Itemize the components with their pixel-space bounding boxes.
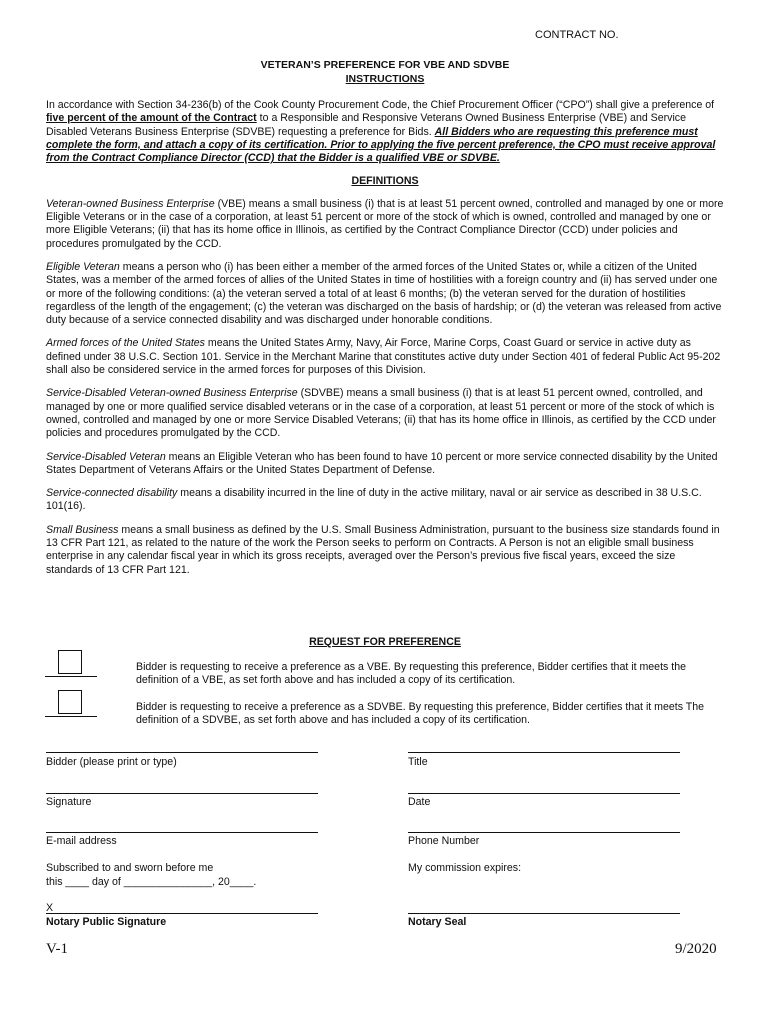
notary-signature-label: Notary Public Signature <box>46 916 167 928</box>
instructions-heading: INSTRUCTIONS <box>345 73 425 85</box>
commission-expires-label: My commission expires: <box>408 862 522 874</box>
vbe-checkbox-area <box>45 650 97 677</box>
title-field[interactable] <box>408 752 680 753</box>
definition-term: Small Business <box>46 523 119 536</box>
sdvbe-checkbox[interactable] <box>58 690 82 714</box>
definitions-heading: DEFINITIONS <box>351 175 419 188</box>
email-field[interactable] <box>46 832 318 833</box>
definition-term: Armed forces of the United States <box>46 337 205 350</box>
definition-text: (SDVBE) means a small business (i) that is at least 51 percent owned, controlled, and managed by one or more qualified service disabled veterans or in the case of a corporation, at least 51 percent or more of the stock of which is owned, controlled and managed by one or more Service Disabled Veterans; (ii) that has its home office in Illinois, as certified by the CCD under policies and procedures promulgated by the CCD. <box>46 387 716 440</box>
intro-emphasis: All Bidders who are requesting this preference must complete the form, and attach a copy of its certification. Prior to applying the five percent preference, the CPO must receive approval from the Contract Compliance Director (CCD) that the Bidder is a qualified VBE or SDVBE. <box>46 125 716 165</box>
phone-field[interactable] <box>408 832 680 833</box>
definition-eligible-veteran <box>46 261 724 327</box>
notary-signature-field[interactable] <box>46 913 318 914</box>
page-number: V-1 <box>46 941 68 957</box>
definition-text: means a disability incurred in the line of duty in the active military, naval or air service as described in 38 U.S.C. 101(16). <box>46 487 702 513</box>
document-title: VETERAN’S PREFERENCE FOR VBE AND SDVBE <box>260 59 510 71</box>
bidder-name-label: Bidder (please print or type) <box>46 756 177 768</box>
intro-text-cont: to a Responsible and Responsive Veterans Owned Business Enterprise (VBE) and Service Disabled Veterans Business Enterprise (SDVBE) requesting a preference for Bids. <box>46 112 686 138</box>
vbe-request-text: Bidder is requesting to receive a preference as a VBE. By requesting this preference, Bidder certifies that it meets the definition of a VBE, as set forth above and has included a copy of its certification. <box>136 661 686 687</box>
notary-x-mark: X <box>46 902 54 914</box>
vbe-checkbox[interactable] <box>58 650 82 674</box>
title-label: Title <box>408 756 428 768</box>
definition-term: Service-connected disability <box>46 487 178 500</box>
definition-term: Service-Disabled Veteran <box>46 450 166 463</box>
revision-date: 9/2020 <box>675 941 717 957</box>
sdvbe-checkbox-area <box>45 690 97 717</box>
definition-term: Eligible Veteran <box>46 260 120 273</box>
phone-label: Phone Number <box>408 835 480 847</box>
definition-small-business <box>46 524 724 577</box>
sworn-statement-line1: Subscribed to and sworn before me <box>46 862 214 874</box>
document-body <box>46 99 724 587</box>
sdvbe-request-text: Bidder is requesting to receive a preference as a SDVBE. By requesting this preference, Bidder certifies that it meets The definition of a SDVBE, as set forth above and has included a copy of its certification. <box>136 701 705 727</box>
request-for-preference-heading: REQUEST FOR PREFERENCE <box>309 636 461 648</box>
definition-service-disabled-veteran <box>46 451 724 478</box>
definition-term: Veteran-owned Business Enterprise <box>46 197 215 210</box>
definition-term: Service-Disabled Veteran-owned Business Enterprise <box>46 387 298 400</box>
definition-text: means an Eligible Veteran who has been found to have 10 percent or more service connected disability by the United States Department of Veterans Affairs or the United States Department of Defense. <box>46 450 718 476</box>
definition-text: means a person who (i) has been either a member of the armed forces of the United States or, while a citizen of the United States, was a member of the armed forces of allies of the United States in time of hostilities with a foreign country and (ii) has served under one or more of the following conditions: (a) the veteran served a total of at least 6 months; (b) the veteran served for the duration of hostilities regardless of the length of the engagement; (c) the veteran was discharged on the basis of hardship; or (d) the veteran was released from active duty because of a service connected disability and was discharged under honorable conditions. <box>46 260 722 327</box>
notary-seal-label: Notary Seal <box>408 916 467 928</box>
signature-label: Signature <box>46 796 92 808</box>
document-title-block <box>0 58 770 86</box>
definition-vbe <box>46 198 724 251</box>
definition-text: (VBE) means a small business (i) that is at least 51 percent owned, controlled and managed by one or more Eligible Veterans or in the case of a corporation, at least 51 percent or more of the stock of which is owned, controlled and managed by one or more Eligible Veterans; (ii) that has its home office in Illinois, as certified by the Contract Compliance Director (CCD) under policies and procedures promulgated by the CCD. <box>46 197 724 250</box>
definition-text: means the United States Army, Navy, Air Force, Marine Corps, Coast Guard or service in active duty as defined under 38 U.S.C. Section 101. Service in the Merchant Marine that constitutes active duty under Section 401 of federal Public Act 95-202 shall also be considered service in the armed forces for purposes of this Division. <box>46 337 721 377</box>
definition-sdvbe <box>46 387 724 440</box>
notary-seal-field[interactable] <box>408 913 680 914</box>
email-label: E-mail address <box>46 835 117 847</box>
date-field[interactable] <box>408 793 680 794</box>
definition-armed-forces <box>46 337 724 377</box>
definition-text: means a small business as defined by the U.S. Small Business Administration, pursuant to the business size standards found in 13 CFR Part 121, as related to the nature of the work the Person seeks to perform on Contracts. A Person is not an eligible small business enterprise in any calendar fiscal year in which its gross receipts, averaged over the Person’s previous five fiscal years, exceed the size standards of 13 CFR Part 121. <box>46 523 720 576</box>
sworn-statement-line2: this ____ day of _______________, 20____. <box>46 876 257 888</box>
intro-text: In accordance with Section 34-236(b) of the Cook County Procurement Code, the Chief Procurement Officer (“CPO”) shall give a preference of <box>46 99 715 111</box>
signature-field[interactable] <box>46 793 318 794</box>
contract-number-label: CONTRACT NO. <box>535 29 619 41</box>
intro-bold-text: five percent of the amount of the Contract <box>46 112 257 125</box>
intro-paragraph <box>46 99 724 165</box>
date-label: Date <box>408 796 431 808</box>
bidder-name-field[interactable] <box>46 752 318 753</box>
definition-service-connected-disability <box>46 487 724 514</box>
